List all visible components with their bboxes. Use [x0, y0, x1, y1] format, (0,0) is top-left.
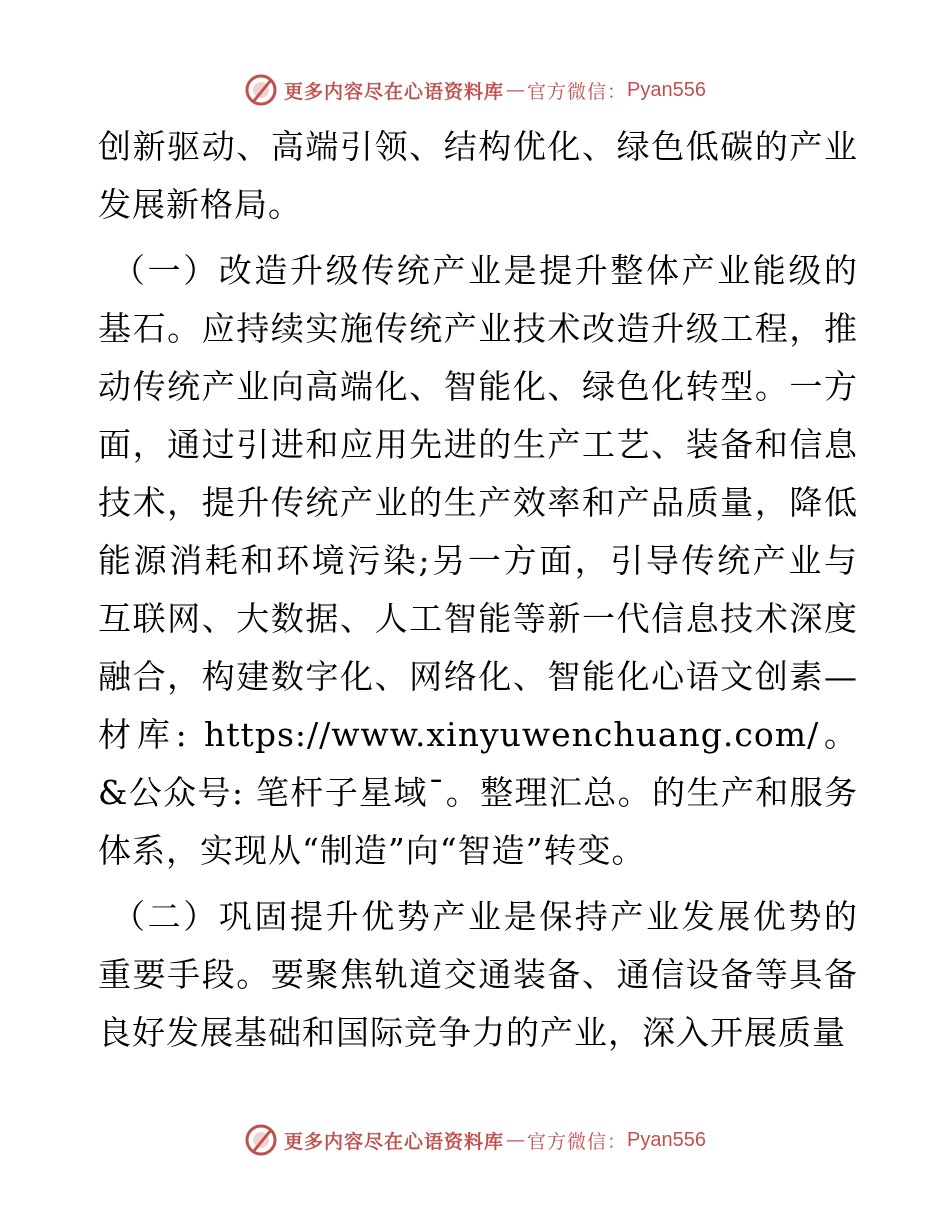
watermark-footer — [0, 1120, 950, 1160]
watermark-wechat-id: Pyan556 — [627, 1128, 706, 1151]
paragraph: （一）改造升级传统产业是提升整体产业能级的基石。应持续实施传统产业技术改造升级工程，推动传统产业向高端化、智能化、绿色化转型。一方面，通过引进和应用先进的生产工艺、装备和信息技术，提升传统产业的生产效率和产品质量，降低能源消耗和环境污染;另一方面，引导传统产业与互联网、大数据、人工智能等新一代信息技术深度融合，构建数字化、网络化、智能化心语文创素—材库: https://www.xinyuwenchuang.com/。&公众号: 笔杆子星域¯。整理汇总。的生产和服务体系，实现从“制造”向“智造”转变。 — [98, 251, 858, 870]
watermark-dash: — — [506, 1129, 526, 1151]
watermark-main-text: 更多内容尽在心语资料库 — [284, 80, 505, 103]
watermark-label: 官方微信： — [527, 80, 628, 103]
document-body — [98, 118, 858, 1070]
paragraph: 创新驱动、高端引领、结构优化、绿色低碳的产业发展新格局。 — [98, 127, 858, 224]
watermark-label: 官方微信： — [527, 1130, 628, 1153]
quill-logo-icon — [244, 1123, 278, 1157]
paragraph: （二）巩固提升优势产业是保持产业发展优势的重要手段。要聚焦轨道交通装备、通信设备等具备良好发展基础和国际竞争力的产业，深入开展质量 — [98, 897, 858, 1052]
watermark-main-text: 更多内容尽在心语资料库 — [284, 1130, 505, 1153]
watermark-dash: — — [506, 79, 526, 101]
watermark-wechat-id: Pyan556 — [627, 78, 706, 101]
quill-logo-icon — [244, 73, 278, 107]
watermark-header — [0, 70, 950, 110]
